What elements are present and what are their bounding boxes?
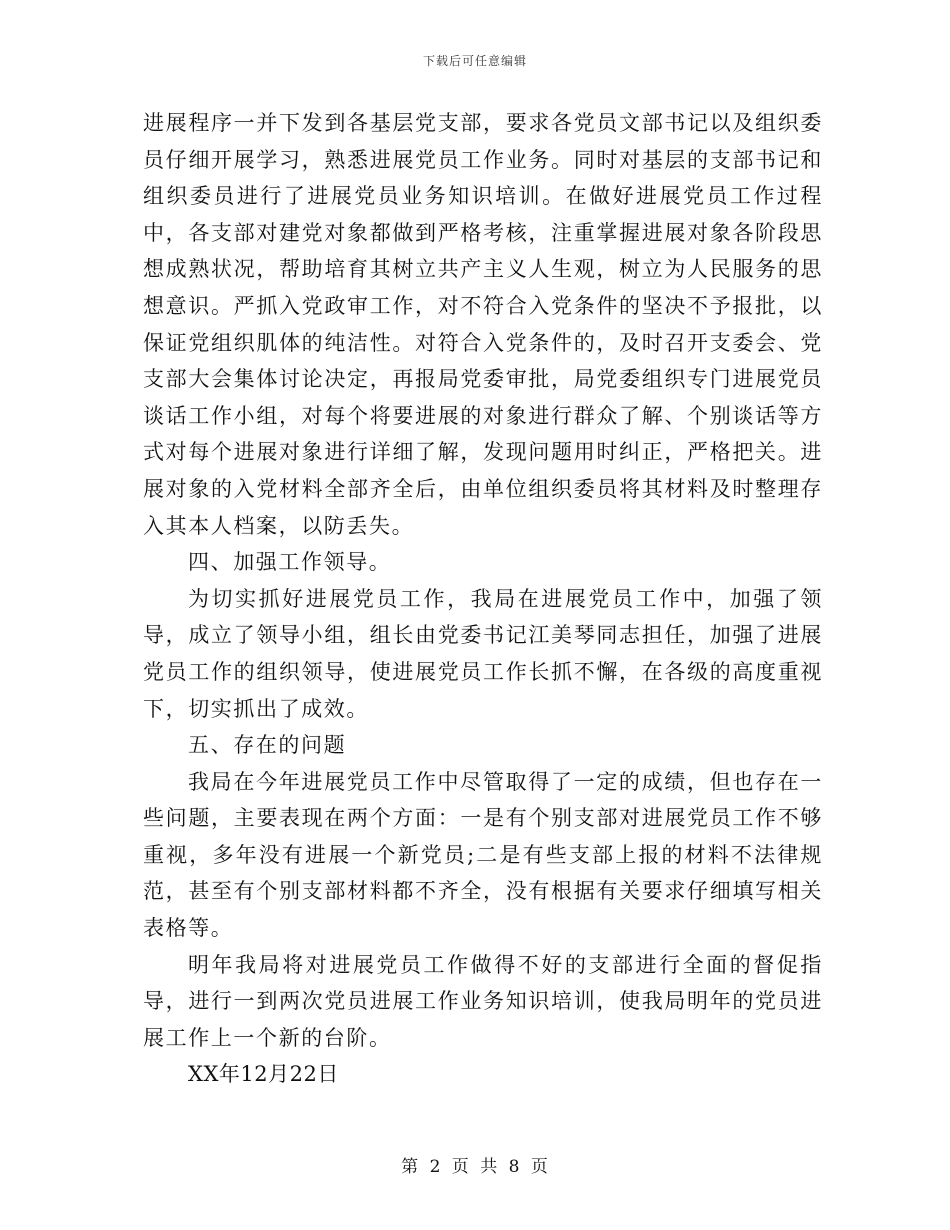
- paragraph-next-year: 明年我局将对进展党员工作做得不好的支部进行全面的督促指导，进行一到两次党员进展工作业务知识培训，使我局明年的党员进展工作上一个新的台阶。: [143, 952, 823, 1050]
- section-heading-5: 五、存在的问题: [188, 733, 347, 758]
- document-date: XX年12月22日: [188, 1062, 339, 1087]
- paragraph-problems: 我局在今年进展党员工作中尽管取得了一定的成绩，但也存在一些问题，主要表现在两个方面：一是有个别支部对进展党员工作不够重视，多年没有进展一个新党员;二是有些支部上报的材料不法律规范，甚至有个别支部材料都不齐全，没有根据有关要求仔细填写相关表格等。: [143, 769, 823, 941]
- paragraph-leadership: 为切实抓好进展党员工作，我局在进展党员工作中，加强了领导，成立了领导小组，组长由党委书记江美琴同志担任，加强了进展党员工作的组织领导，使进展党员工作长抓不懈，在各级的高度重视下，切实抓出了成效。: [143, 586, 823, 721]
- document-body: [143, 105, 823, 1093]
- page-number-footer: 第 2 页 共 8 页: [401, 1157, 549, 1177]
- paragraph-procedure: 进展程序一并下发到各基层党支部，要求各党员文部书记以及组织委员仔细开展学习，熟悉进展党员工作业务。同时对基层的支部书记和组织委员进行了进展党员业务知识培训。在做好进展党员工作过程中，各支部对建党对象都做到严格考核，注重掌握进展对象各阶段思想成熟状况，帮助培育其树立共产主义人生观，树立为人民服务的思想意识。严抓入党政审工作，对不符合入党条件的坚决不予报批，以保证党组织肌体的纯洁性。对符合入党条件的，及时召开支委会、党支部大会集体讨论决定，再报局党委审批，局党委组织专门进展党员谈话工作小组，对每个将要进展的对象进行群众了解、个别谈话等方式对每个进展对象进行详细了解，发现问题用时纠正，严格把关。进展对象的入党材料全部齐全后，由单位组织委员将其材料及时整理存入其本人档案，以防丢失。: [143, 111, 823, 538]
- page-header: 下载后可任意编辑: [422, 54, 527, 68]
- section-heading-4: 四、加强工作领导。: [188, 550, 392, 575]
